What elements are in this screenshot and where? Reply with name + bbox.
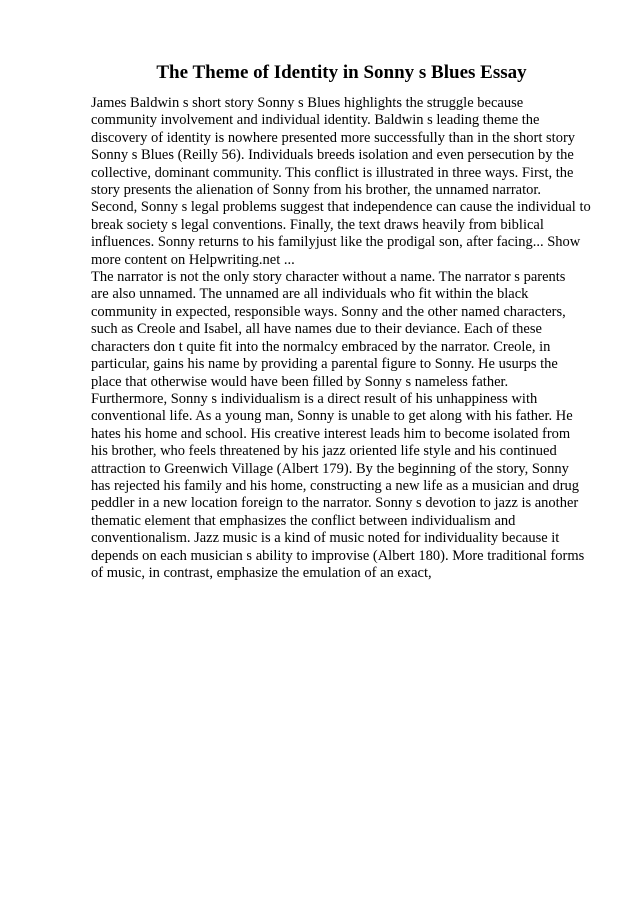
text-line: break society s legal conventions. Finally, the text draws heavily from biblical xyxy=(91,216,544,233)
text-line: of music, in contrast, emphasize the emulation of an exact, xyxy=(91,564,432,581)
text-line: Sonny s Blues (Reilly 56). Individuals breeds isolation and even persecution by the xyxy=(91,147,574,164)
text-line: community in expected, responsible ways. Sonny and the other named characters, xyxy=(91,303,566,320)
text-line: attraction to Greenwich Village (Albert 179). By the beginning of the story, Sonny xyxy=(91,460,569,477)
text-line: Second, Sonny s legal problems suggest that independence can cause the individual to xyxy=(91,199,591,216)
text-line: are also unnamed. The unnamed are all individuals who fit within the black xyxy=(91,286,529,303)
text-line: characters don t quite fit into the normalcy embraced by the narrator. Creole, in xyxy=(91,338,551,355)
text-line: peddler in a new location foreign to the narrator. Sonny s devotion to jazz is another xyxy=(91,495,579,512)
text-line: more content on Helpwriting.net ... xyxy=(91,251,295,268)
text-line: his brother, who feels threatened by his jazz oriented life style and his continued xyxy=(91,443,557,460)
text-line: collective, dominant community. This conflict is illustrated in three ways. First, the xyxy=(91,164,574,181)
text-line: Furthermore, Sonny s individualism is a direct result of his unhappiness with xyxy=(91,390,538,407)
text-line: such as Creole and Isabel, all have names due to their deviance. Each of these xyxy=(91,321,542,338)
text-line: James Baldwin s short story Sonny s Blues highlights the struggle because xyxy=(91,95,524,111)
text-line: depends on each musician s ability to improvise (Albert 180). More traditional forms xyxy=(91,547,585,564)
text-line: thematic element that emphasizes the conflict between individualism and xyxy=(91,512,516,529)
text-line: community involvement and individual identity. Baldwin s leading theme the xyxy=(91,112,540,129)
text-line: conventionalism. Jazz music is a kind of music noted for individuality because it xyxy=(91,530,560,547)
text-line: discovery of identity is nowhere presented more successfully than in the short story xyxy=(91,129,576,146)
text-line: story presents the alienation of Sonny from his brother, the unnamed narrator. xyxy=(91,182,542,199)
essay-body xyxy=(91,95,601,582)
text-line: has rejected his family and his home, constructing a new life as a musician and drug xyxy=(91,477,580,494)
text-line: conventional life. As a young man, Sonny is unable to get along with his father. He xyxy=(91,408,573,425)
text-line: influences. Sonny returns to his familyjust like the prodigal son, after facing... Show xyxy=(91,234,581,251)
document-title: The Theme of Identity in Sonny s Blues Essay xyxy=(156,62,527,83)
text-line: particular, gains his name by providing a parental figure to Sonny. He usurps the xyxy=(91,356,558,373)
text-line: place that otherwise would have been filled by Sonny s nameless father. xyxy=(91,373,509,390)
text-line: hates his home and school. His creative interest leads him to become isolated from xyxy=(91,425,571,442)
text-line: The narrator is not the only story character without a name. The narrator s parents xyxy=(91,269,566,286)
